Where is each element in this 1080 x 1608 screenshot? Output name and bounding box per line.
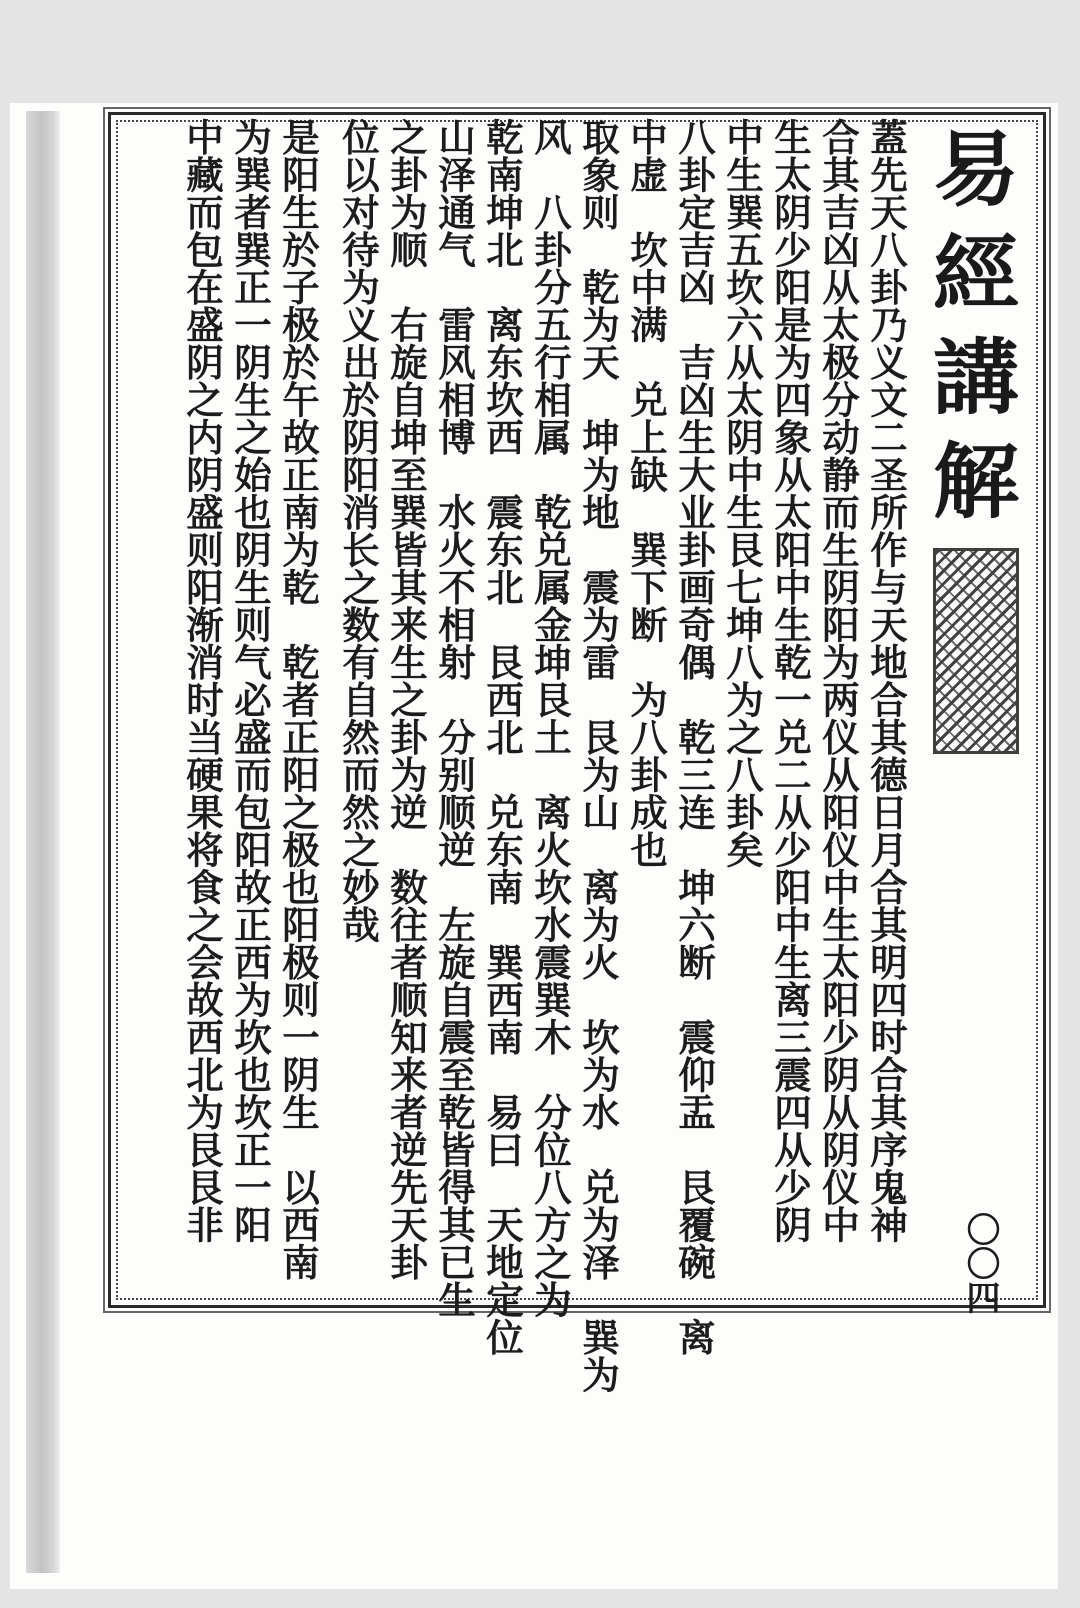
text-column-11: 之卦为顺 右旋自坤至巽皆其来生之卦为逆 数往者顺知来者逆先天卦 [384,118,428,1281]
title-char-2: 經 [932,226,1020,322]
page-number: 〇〇四 [960,1212,1000,1314]
text-column-12: 位以对待为义出於阴阳消长之数有自然而然之妙哉 [336,118,380,943]
text-column-9: 乾南坤北 离东坎西 震东北 艮西北 兑东南 巽西南 易曰 天地定位 [480,118,524,1356]
text-column-7: 取象则 乾为天 坤为地 震为雷 艮为山 离为火 坎为水 兑为泽 巽为 [576,118,620,1393]
text-column-1: 蓋先天八卦乃义文二圣所作与天地合其德日月合其明四时合其序鬼神 [864,118,908,1243]
book-title-seal [928,118,1024,938]
text-column-2: 合其吉凶从太极分动静而生阴阳为两仪从阳仪中生太阳少阴从阴仪中 [816,118,860,1243]
title-char-1: 易 [932,122,1020,218]
text-column-15: 中藏而包在盛阴之内阴盛则阳渐消时当硬果将食之会故西北为艮艮非 [180,118,224,1243]
title-char-4: 解 [932,434,1020,530]
text-column-6: 中虚 坎中满 兑上缺 巽下断 为八卦成也 [624,118,668,868]
text-column-3: 生太阴少阳是为四象从太阳中生乾一兑二从少阳中生离三震四从少阴 [768,118,812,1243]
book-spine-shadow [26,111,60,1573]
text-column-14: 为巽者巽正一阴生之始也阴生则气必盛而包阳故正西为坎也坎正一阳 [228,118,272,1243]
text-column-10: 山泽通气 雷风相博 水火不相射 分别顺逆 左旋自震至乾皆得其已生 [432,118,476,1318]
text-column-5: 八卦定吉凶 吉凶生大业卦画奇偶 乾三连 坤六断 震仰盂 艮覆碗 离 [672,118,716,1356]
text-column-8: 风 八卦分五行相属 乾兑属金坤艮土 离火坎水震巽木 分位八方之为 [528,118,572,1318]
title-char-3: 講 [932,330,1020,426]
volume-seal-block [933,548,1019,754]
text-column-4: 中生巽五坎六从太阴中生艮七坤八为之八卦矣 [720,118,764,868]
text-column-13: 是阳生於子极於午故正南为乾 乾者正阳之极也阳极则一阴生 以西南 [276,118,320,1281]
